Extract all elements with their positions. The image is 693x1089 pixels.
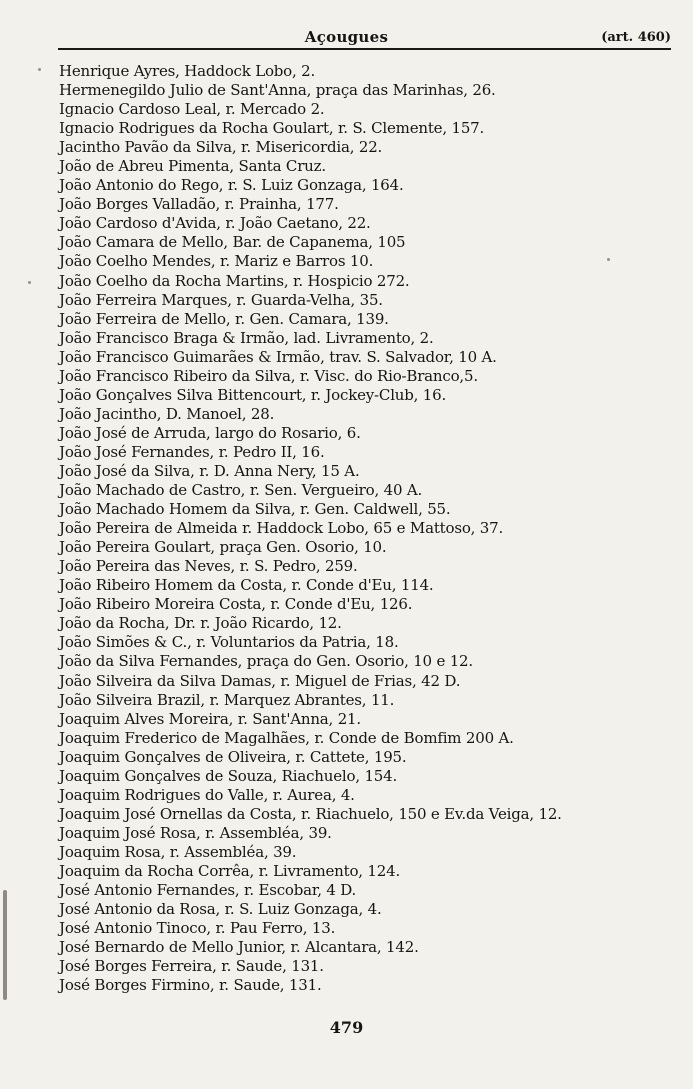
list-item: João Silveira Brazil, r. Marquez Abrantes, 11. [59,690,395,709]
list-item: José Borges Ferreira, r. Saude, 131. [59,957,324,976]
list-item: Joaquim Alves Moreira, r. Sant'Anna, 21. [59,709,361,728]
list-item: José Antonio da Rosa, r. S. Luiz Gonzaga, 4. [59,900,382,919]
list-item: João José de Arruda, largo do Rosario, 6. [59,423,361,442]
header-rule [58,48,671,50]
list-item: João Jacintho, D. Manoel, 28. [59,404,275,423]
margin-speck [607,258,610,261]
list-item: Hermenegildo Julio de Sant'Anna, praça das Marinhas, 26. [59,81,496,100]
list-item: João José da Silva, r. D. Anna Nery, 15 A. [59,461,360,480]
list-item: João Cardoso d'Avida, r. João Caetano, 22. [59,214,371,233]
list-item: João Ribeiro Homem da Costa, r. Conde d'Eu, 114. [59,576,434,595]
list-item: João Coelho Mendes, r. Mariz e Barros 10. [59,252,374,271]
list-item: Jacintho Pavão da Silva, r. Misericordia, 22. [59,138,383,157]
list-item: João Pereira Goulart, praça Gen. Osorio, 10. [59,538,387,557]
list-item: João Francisco Guimarães & Irmão, trav. S. Salvador, 10 A. [59,347,497,366]
margin-speck [28,281,31,284]
entry-list [59,62,679,995]
list-item: Joaquim José Ornellas da Costa, r. Riachuelo, 150 e Ev.da Veiga, 12. [59,804,562,823]
list-item: João Francisco Ribeiro da Silva, r. Visc. do Rio-Branco,5. [59,366,478,385]
list-item: João Ribeiro Moreira Costa, r. Conde d'Eu, 126. [59,595,413,614]
section-reference: (art. 460) [601,30,671,45]
list-item: Joaquim Frederico de Magalhães, r. Conde de Bomfim 200 A. [59,728,514,747]
margin-stain [3,890,7,1000]
list-item: João Pereira de Almeida r. Haddock Lobo, 65 e Mattoso, 37. [59,519,504,538]
list-item: José Antonio Fernandes, r. Escobar, 4 D. [59,881,357,900]
list-item: Joaquim Gonçalves de Oliveira, r. Cattete, 195. [59,747,407,766]
list-item: João Coelho da Rocha Martins, r. Hospicio 272. [59,271,410,290]
list-item: Joaquim Rosa, r. Assembléa, 39. [59,842,297,861]
list-item: João Ferreira Marques, r. Guarda-Velha, 35. [59,290,383,309]
list-item: Joaquim Rodrigues do Valle, r. Aurea, 4. [59,785,355,804]
list-item: João da Rocha, Dr. r. João Ricardo, 12. [59,614,342,633]
page-title: Açougues [304,28,389,46]
list-item: João Gonçalves Silva Bittencourt, r. Jockey-Club, 16. [59,385,447,404]
list-item: João Silveira da Silva Damas, r. Miguel de Frias, 42 D. [59,671,461,690]
list-item: Henrique Ayres, Haddock Lobo, 2. [59,62,316,80]
list-item: Ignacio Cardoso Leal, r. Mercado 2. [59,100,325,119]
list-item: Ignacio Rodrigues da Rocha Goulart, r. S. Clemente, 157. [59,119,485,138]
list-item: João Ferreira de Mello, r. Gen. Camara, 139. [59,309,389,328]
list-item: Joaquim José Rosa, r. Assembléa, 39. [59,823,332,842]
list-item: João da Silva Fernandes, praça do Gen. Osorio, 10 e 12. [59,652,473,671]
list-item: João Machado Homem da Silva, r. Gen. Caldwell, 55. [59,500,451,519]
list-item: Joaquim Gonçalves de Souza, Riachuelo, 154. [59,766,398,785]
list-item: João de Abreu Pimenta, Santa Cruz. [59,157,326,176]
list-item: João Simões & C., r. Voluntarios da Patria, 18. [59,633,399,652]
list-item: João Machado de Castro, r. Sen. Vergueiro, 40 A. [59,481,423,500]
list-item: João Pereira das Neves, r. S. Pedro, 259. [59,557,358,576]
list-item: João José Fernandes, r. Pedro II, 16. [59,442,325,461]
list-item: José Bernardo de Mello Junior, r. Alcantara, 142. [59,938,419,957]
list-item: José Borges Firmino, r. Saude, 131. [59,976,322,995]
list-item: João Antonio do Rego, r. S. Luiz Gonzaga, 164. [59,176,404,195]
list-item: João Francisco Braga & Irmão, lad. Livramento, 2. [59,328,434,347]
list-item: João Borges Valladão, r. Prainha, 177. [59,195,339,214]
list-item: João Camara de Mello, Bar. de Capanema, 105 [59,233,406,252]
list-item: José Antonio Tinoco, r. Pau Ferro, 13. [59,919,336,938]
margin-speck [38,68,41,71]
page-number: 479 [329,1018,364,1037]
list-item: Joaquim da Rocha Corrêa, r. Livramento, 124. [59,861,401,880]
